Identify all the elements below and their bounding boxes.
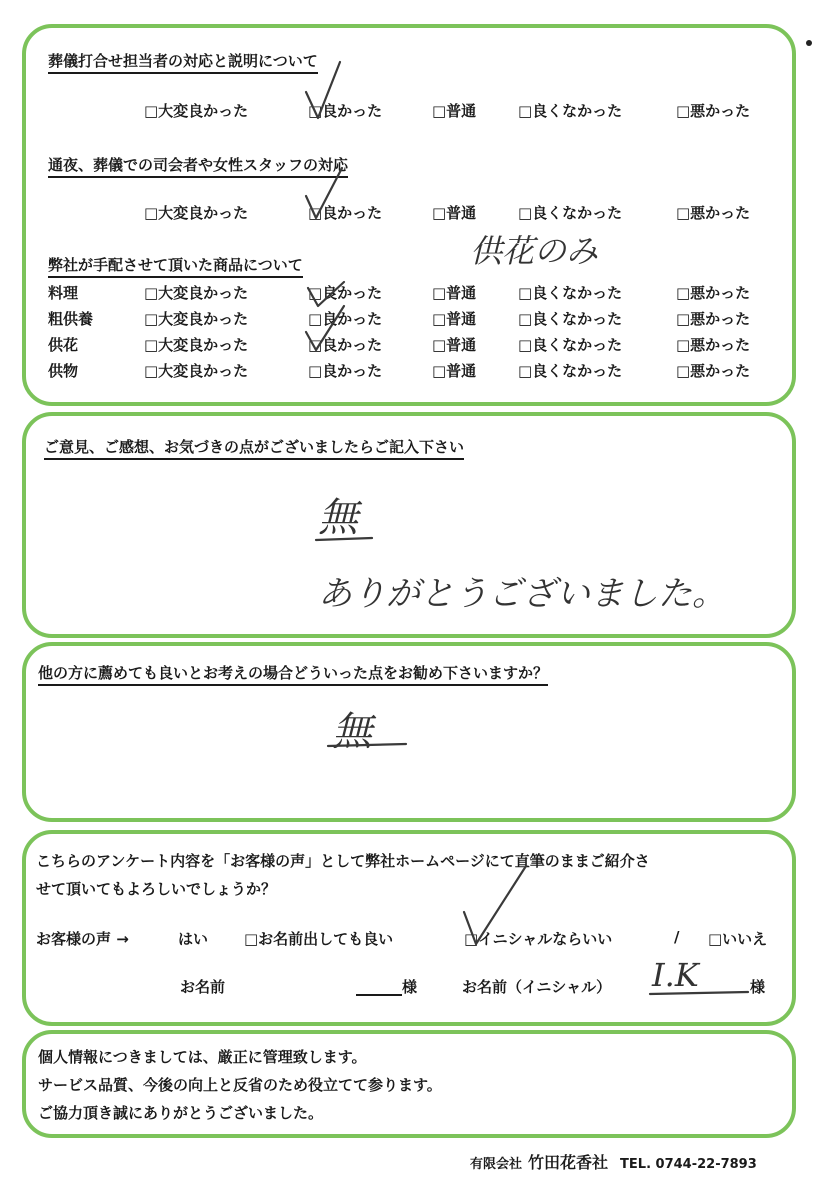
rating-row-return-gift [0,308,818,330]
option-not-good[interactable]: □良くなかった [518,362,623,380]
option-bad[interactable]: □悪かった [676,310,751,328]
option-average[interactable]: □普通 [432,102,477,120]
option-very-good[interactable]: □大変良かった [144,204,249,222]
consent-question-line1: こちらのアンケート内容を「お客様の声」として弊社ホームページにて直筆のままご紹介さ [36,852,650,870]
initial-label: お名前（イニシャル） [462,978,612,996]
company-type: 有限会社 [470,1157,523,1172]
rating-row-offerings [0,360,818,382]
option-good[interactable]: □良かった [308,204,383,222]
option-no[interactable]: □いいえ [708,930,768,948]
option-not-good[interactable]: □良くなかった [518,310,623,328]
option-good[interactable]: □良かった [308,284,383,302]
option-initials-only[interactable]: □イニシャルならいい [464,930,613,948]
option-bad[interactable]: □悪かった [676,204,751,222]
option-not-good[interactable]: □良くなかった [518,284,623,302]
company-footer [470,1150,757,1173]
option-show-name[interactable]: □お名前出しても良い [244,930,394,948]
question-products: 弊社が手配させて頂いた商品について [48,254,303,278]
rating-row-staff-explanation [0,100,818,122]
question-staff-explanation: 葬儀打合せ担当者の対応と説明について [48,50,318,74]
separator-slash: / [674,928,680,946]
handwritten-comment-none: 無 [318,495,358,541]
handwritten-note-flowers-only: 供花のみ [470,232,599,270]
option-bad[interactable]: □悪かった [676,102,751,120]
item-flowers: 供花 [48,336,79,354]
handwritten-initials: I.K [652,956,699,994]
option-good[interactable]: □良かった [308,102,383,120]
option-very-good[interactable]: □大変良かった [144,310,249,328]
option-average[interactable]: □普通 [432,284,477,302]
company-name: 竹田花香社 [528,1153,609,1172]
option-bad[interactable]: □悪かった [676,284,751,302]
question-comments: ご意見、ご感想、お気づきの点がございましたらご記入下さい [44,436,464,460]
item-food: 料理 [48,284,79,302]
option-average[interactable]: □普通 [432,362,477,380]
name-suffix: 様 [402,978,418,996]
corner-dot [806,40,812,46]
option-good[interactable]: □良かった [308,310,383,328]
item-return-gift: 粗供養 [48,310,94,328]
handwritten-comment-thanks: ありがとうございました。 [318,574,726,614]
option-average[interactable]: □普通 [432,310,477,328]
consent-question-line2: せて頂いてもよろしいでしょうか？ [36,880,277,898]
option-average[interactable]: □普通 [432,336,477,354]
option-very-good[interactable]: □大変良かった [144,362,249,380]
option-not-good[interactable]: □良くなかった [518,102,623,120]
company-tel: TEL. 0744-22-7893 [620,1157,757,1172]
option-very-good[interactable]: □大変良かった [144,102,249,120]
option-good[interactable]: □良かった [308,362,383,380]
option-very-good[interactable]: □大変良かった [144,336,249,354]
option-average[interactable]: □普通 [432,204,477,222]
answer-yes-label: はい [178,930,209,948]
privacy-line3: ご協力頂き誠にありがとうございました。 [38,1104,324,1122]
privacy-line2: サービス品質、今後の向上と反省のため役立てて参ります。 [38,1076,442,1094]
option-bad[interactable]: □悪かった [676,336,751,354]
option-good[interactable]: □良かった [308,336,383,354]
customer-voice-label: お客様の声 → [36,930,129,948]
question-recommend: 他の方に薦めても良いとお考えの場合どういった点をお勧め下さいますか？ [38,662,548,686]
item-offerings: 供物 [48,362,79,380]
handwritten-recommend-none: 無 [332,709,372,755]
rating-row-food [0,282,818,304]
option-not-good[interactable]: □良くなかった [518,336,623,354]
privacy-line1: 個人情報につきましては、厳正に管理致します。 [38,1048,367,1066]
name-label: お名前 [180,978,226,996]
name-underline [356,994,402,996]
option-bad[interactable]: □悪かった [676,362,751,380]
option-not-good[interactable]: □良くなかった [518,204,623,222]
question-host-staff: 通夜、葬儀での司会者や女性スタッフの対応 [48,154,348,178]
option-very-good[interactable]: □大変良かった [144,284,249,302]
rating-row-flowers [0,334,818,356]
rating-row-host-staff [0,202,818,224]
initial-suffix: 様 [750,978,766,996]
